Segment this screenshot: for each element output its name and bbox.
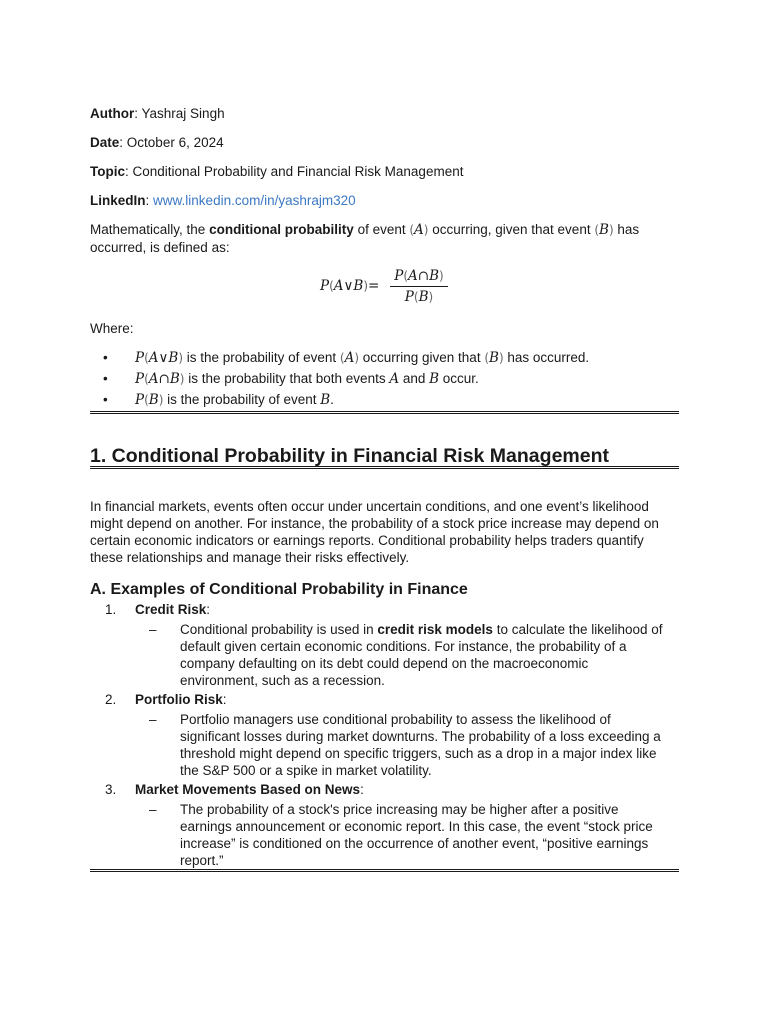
date-value: October 6, 2024 [126, 135, 224, 150]
intro-paragraph: Mathematically, the conditional probability of event (A) occurring, given that event (B) has occurred, is defined as: [90, 222, 640, 255]
author-name: Yashraj Singh [141, 106, 225, 121]
formula-numerator: P(A∩B) [394, 268, 444, 284]
fraction-bar [390, 286, 448, 287]
section-divider [90, 411, 679, 414]
section-heading: 1. Conditional Probability in Financial Risk Management [90, 445, 609, 467]
formula-denominator: P(B) [404, 289, 434, 305]
examples-list [90, 601, 680, 871]
heading-underline [90, 466, 679, 469]
linkedin-label: LinkedIn [90, 193, 146, 208]
list-item-title: Market Movements Based on News: [135, 782, 364, 797]
date-label: Date [90, 135, 120, 150]
document-page: Author: Yashraj Singh Date: October 6, 2024 Topic: Conditional Probability and Financial Risk Management LinkedIn: www.linkedin.com/in/yashrajm320 Mathematically, the conditional probability of event (A) occurring, given that event (B) has occurred, is defined as: P(A∨B)= P(A∩B) P(B) Where: • P(A∨B) is the probability of event (A) occurring given that (B) has occurred. • P(A∩B) is the probability that both events A and B occur. • P(B) is the probability of event B. 1. Conditional Probability in Financial Risk Management In financial markets, events often occur under uncertain conditions, and one event’s likelihood might depend on another. For instance, the probability of a stock price increase may depend on certain economic indicators or earnings reports. Conditional probability helps traders quantify these relationships and manage their risks effectively. A. Examples of Conditional Probability in Finance 1. Credit Risk: – Conditional probability is used in credit risk models to calculate the likelihood of default given certain economic conditions. For instance, the probability of a company defaulting on its debt could depend on the macroeconomic environment, such as a recession. 2. Portfolio Risk: – Portfolio managers use conditional probability to assess the likelihood of significant losses during market downturns. The probability of a loss exceeding a threshold might depend on specific triggers, such as a drop in a major index like the S&P 500 or a spike in market volatility. 3. Market Movements Based on News: – The probability of a stock's price increasing may be higher after a positive earnings announcement or economic report. In this case, the event “stock price increase” is conditioned on the occurrence of another event, “positive earnings report.” [0, 0, 768, 1024]
topic-value: Conditional Probability and Financial Risk Management [132, 164, 464, 179]
intro-bold-term: conditional probability [209, 222, 354, 237]
dash-icon: – [149, 622, 157, 637]
list-number: 1. [105, 602, 117, 617]
linkedin-link[interactable]: www.linkedin.com/in/yashrajm320 [153, 193, 356, 208]
conditional-probability-formula [320, 268, 480, 308]
list-item-description: The probability of a stock's price increasing may be higher after a positive earnings announcement or economic report. In this case, the event “stock price increase” is conditioned on the occurrence of another event, “positive earnings report.” [180, 802, 653, 868]
topic-line: Topic: Conditional Probability and Financial Risk Management [90, 164, 464, 179]
date-line: Date: October 6, 2024 [90, 135, 224, 150]
author-label: Author [90, 106, 135, 121]
list-item-title: Portfolio Risk: [135, 692, 227, 707]
section-divider [90, 869, 679, 872]
list-item-title: Credit Risk: [135, 602, 211, 617]
dash-icon: – [149, 802, 157, 817]
list-item-description: Portfolio managers use conditional probability to assess the likelihood of significant losses during market downturns. The probability of a loss exceeding a threshold might depend on specific triggers, such as a drop in a major index like the S&P 500 or a spike in market volatility. [180, 712, 661, 778]
bullet-icon: • [103, 392, 108, 407]
formula-lhs: P(A∨B)= [320, 278, 380, 294]
where-label: Where: [90, 321, 134, 336]
subsection-heading: A. Examples of Conditional Probability in Finance [90, 581, 468, 598]
list-number: 3. [105, 782, 117, 797]
topic-label: Topic [90, 164, 125, 179]
dash-icon: – [149, 712, 157, 727]
author-line: Author: Yashraj Singh [90, 106, 225, 121]
list-item-description: Conditional probability is used in credit risk models to calculate the likelihood of default given certain economic conditions. For instance, the probability of a company defaulting on its debt could depend on the macroeconomic environment, such as a recession. [180, 622, 663, 688]
list-number: 2. [105, 692, 117, 707]
formula-fraction [390, 268, 448, 306]
bullet-icon: • [103, 371, 108, 386]
linkedin-line: LinkedIn: www.linkedin.com/in/yashrajm320 [90, 193, 356, 208]
section-paragraph: In financial markets, events often occur under uncertain conditions, and one event’s likelihood might depend on another. For instance, the probability of a stock price increase may depend on certain economic indicators or earnings reports. Conditional probability helps traders quantify these relationships and manage their risks effectively. [90, 499, 659, 565]
bullet-icon: • [103, 350, 108, 365]
